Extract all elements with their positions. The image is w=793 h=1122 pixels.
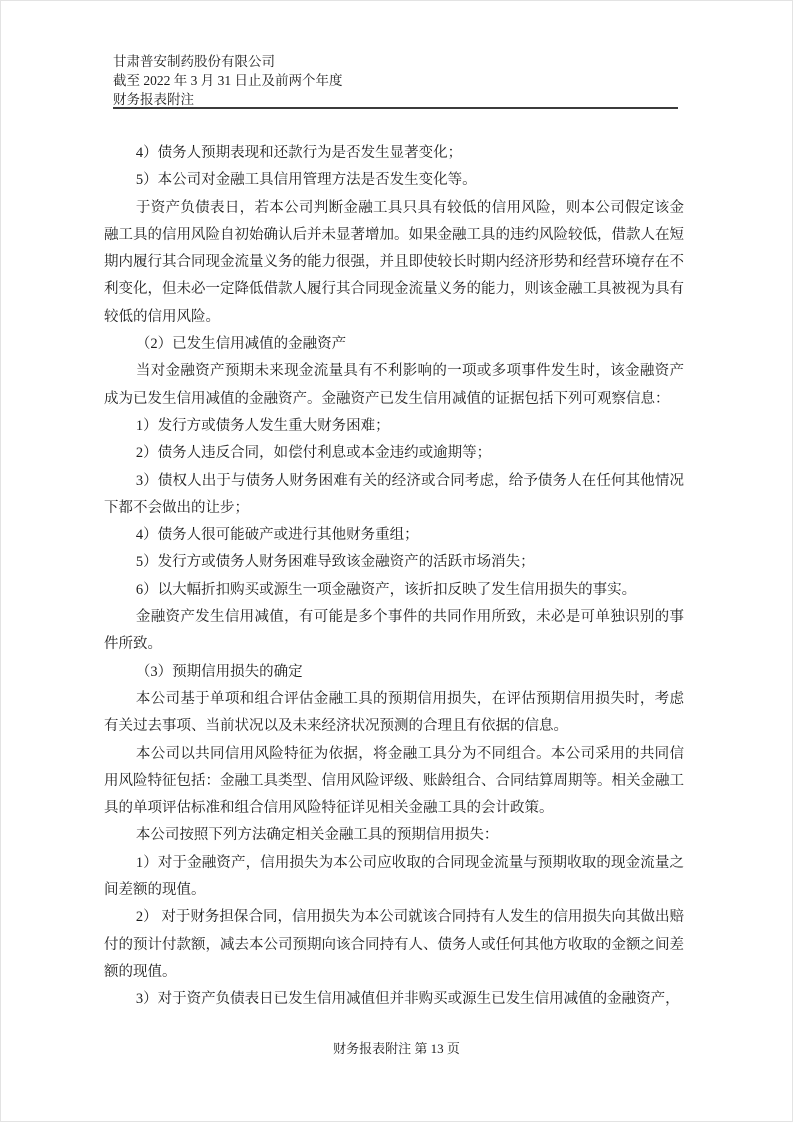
paragraph: 金融资产发生信用减值，有可能是多个事件的共同作用所致，未必是可单独识别的事件所致。 xyxy=(104,609,684,653)
paragraph: 3）对于资产负债表日已发生信用减值但并非购买或源生已发生信用减值的金融资产， xyxy=(135,991,680,1008)
paragraph: 本公司以共同信用风险特征为依据，将金融工具分为不同组合。本公司采用的共同信用风险特征包括：金融工具类型、信用风险评级、账龄组合、合同结算周期等。相关金融工具的单项评估标准和组合信用风险特征详见相关金融工具的会计政策。 xyxy=(104,745,684,817)
document-body xyxy=(104,140,684,1014)
header-divider xyxy=(113,107,678,109)
paragraph: 6）以大幅折扣购买或源生一项金融资产，该折扣反映了发生信用损失的事实。 xyxy=(135,581,637,598)
paragraph: （2）已发生信用减值的金融资产 xyxy=(135,336,347,353)
company-name: 甘肃普安制药股份有限公司 xyxy=(113,54,275,69)
reporting-period: 截至 2022 年 3 月 31 日止及前两个年度 xyxy=(113,73,343,88)
document-title: 财务报表附注 xyxy=(113,92,194,107)
paragraph: 4）债务人预期表现和还款行为是否发生显著变化； xyxy=(135,145,463,161)
paragraph: 本公司基于单项和组合评估金融工具的预期信用损失，在评估预期信用损失时，考虑有关过去事项、当前状况以及未来经济状况预测的合理且有依据的信息。 xyxy=(104,690,684,735)
paragraph: 3）债权人出于与债务人财务困难有关的经济或合同考虑，给予债务人在任何其他情况下都不会做出的让步； xyxy=(104,472,684,516)
paragraph: 1）发行方或债务人发生重大财务困难； xyxy=(135,417,390,434)
paragraph: 1）对于金融资产，信用损失为本公司应收取的合同现金流量与预期收取的现金流量之间差额的现值。 xyxy=(104,854,684,899)
paragraph: 当对金融资产预期未来现金流量具有不利影响的一项或多项事件发生时，该金融资产成为已发生信用减值的金融资产。金融资产已发生信用减值的证据包括下列可观察信息： xyxy=(104,363,684,407)
paragraph: （3）预期信用损失的确定 xyxy=(135,663,303,680)
paragraph: 5）发行方或债务人财务困难导致该金融资产的活跃市场消失； xyxy=(135,554,535,571)
paragraph: 4）债务人很可能破产或进行其他财务重组； xyxy=(135,527,419,544)
paragraph: 本公司按照下列方法确定相关金融工具的预期信用损失： xyxy=(135,827,499,844)
page-footer xyxy=(1,1039,792,1059)
paragraph: 于资产负债表日，若本公司判断金融工具只具有较低的信用风险，则本公司假定该金融工具的信用风险自初始确认后并未显著增加。如果金融工具的违约风险较低，借款人在短期内履行其合同现金流量义务的能力很强，并且即使较长时期内经济形势和经营环境存在不利变化，但未必一定降低借款人履行其合同现金流量义务的能力，则该金融工具被视为具有较低的信用风险。 xyxy=(104,199,684,325)
paragraph: 5）本公司对金融工具信用管理方法是否发生变化等。 xyxy=(135,172,477,189)
footer-page-label: 财务报表附注 第 13 页 xyxy=(333,1041,460,1056)
paragraph: 2） 对于财务担保合同，信用损失为本公司就该合同持有人发生的信用损失向其做出赔付的预计付款额，减去本公司预期向该合同持有人、债务人或任何其他方收取的金额之间差额的现值。 xyxy=(104,909,684,980)
document-header xyxy=(113,52,343,109)
paragraph: 2）债务人违反合同，如偿付利息或本金违约或逾期等； xyxy=(135,445,492,462)
